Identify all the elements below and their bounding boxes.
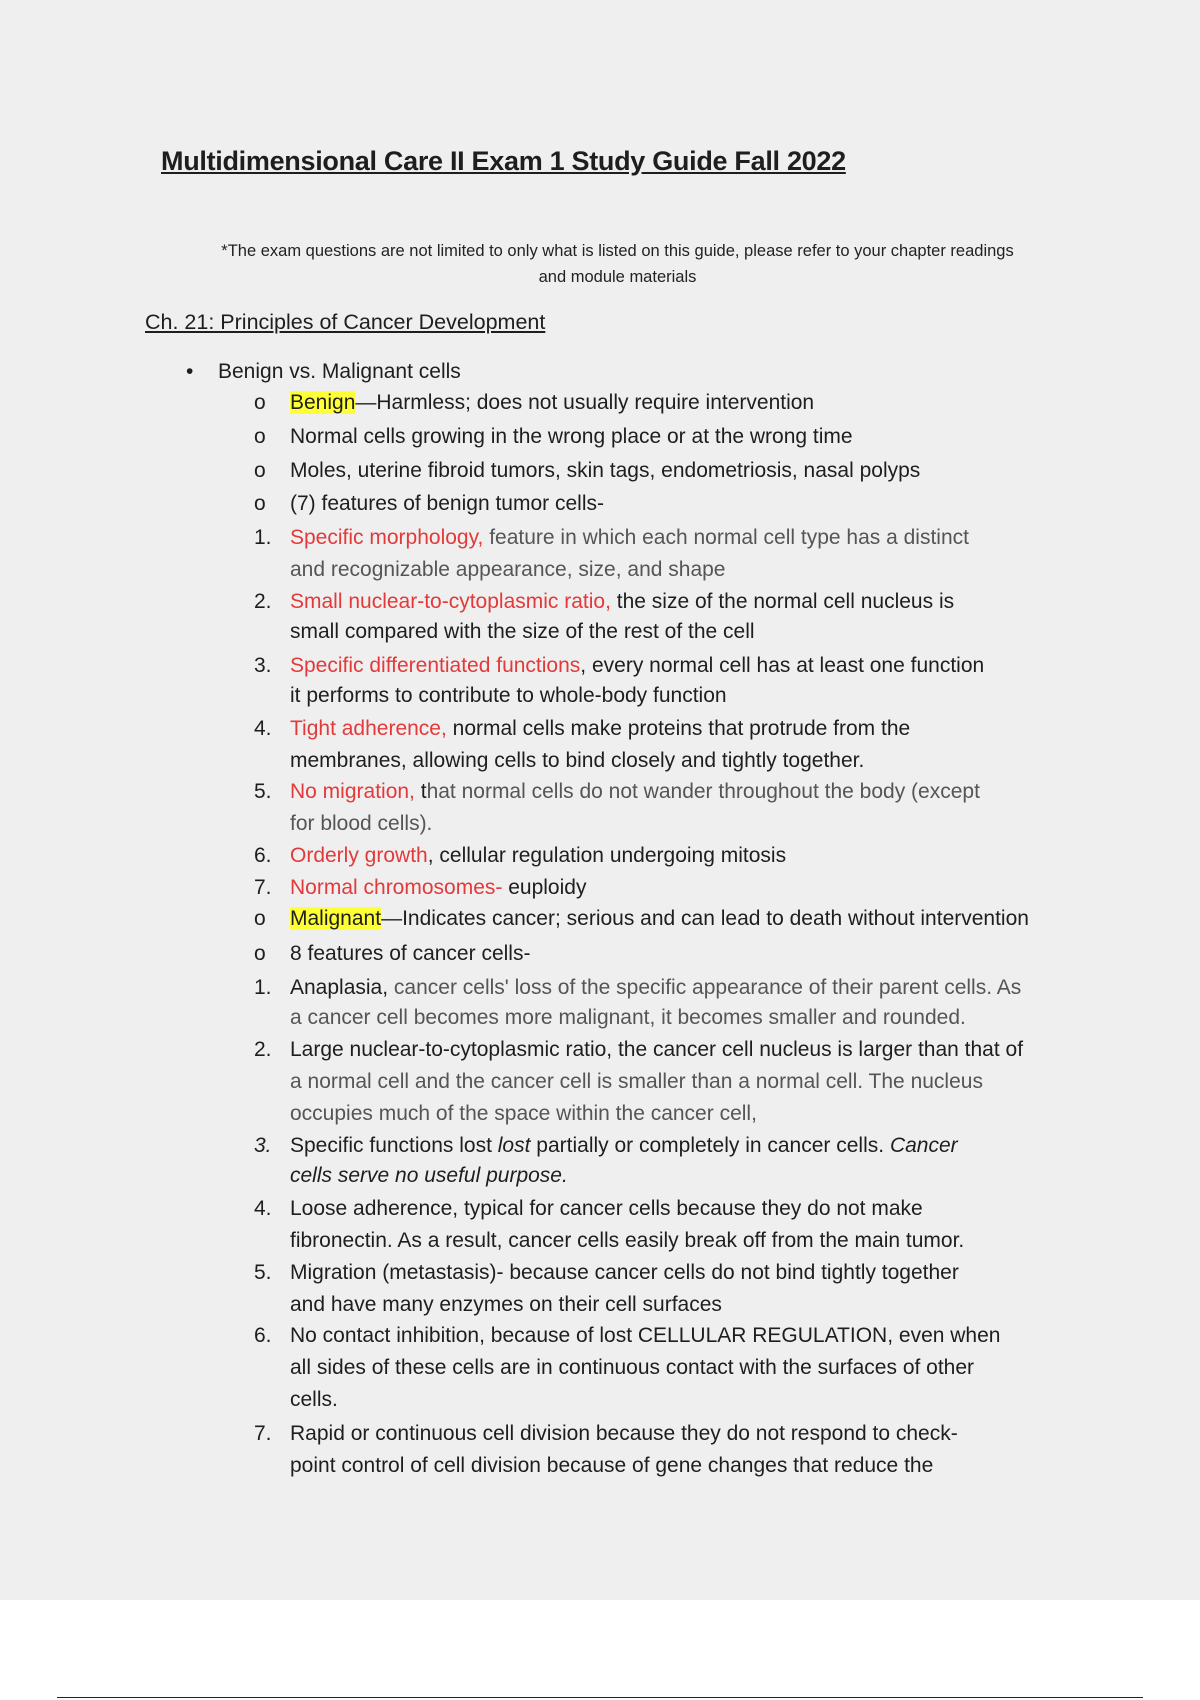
list-number: 4. (254, 1197, 272, 1220)
malignant-definition: Malignant—Indicates cancer; serious and can lead to death without intervention (290, 907, 1029, 930)
list-number: 3. (254, 1134, 272, 1157)
benign-item-7: Normal chromosomes- euploidy (290, 876, 587, 899)
list-number: 7. (254, 1422, 272, 1445)
benign-item-2-line-1: Small nuclear-to-cytoplasmic ratio, the size of the normal cell nucleus is (290, 590, 955, 613)
malignant-item-4-line-2: fibronectin. As a result, cancer cells easily break off from the main tumor. (290, 1229, 965, 1252)
list-number: 6. (254, 1324, 272, 1347)
sub-marker: o (254, 942, 266, 965)
benign-sub-1: Normal cells growing in the wrong place or at the wrong time (290, 425, 853, 448)
benign-definition: Benign—Harmless; does not usually require intervention (290, 391, 815, 414)
benign-term: Benign (290, 391, 356, 414)
malignant-item-6-line-1: No contact inhibition, because of lost CELLULAR REGULATION, even when (290, 1324, 1001, 1347)
malignant-item-7-line-1: Rapid or continuous cell division because they do not respond to check- (290, 1422, 958, 1445)
malignant-term: Malignant (290, 907, 382, 930)
malignant-item-1-line-2: a cancer cell becomes more malignant, it becomes smaller and rounded. (290, 1006, 966, 1029)
sub-marker: o (254, 459, 266, 482)
chapter-heading: Ch. 21: Principles of Cancer Development (145, 310, 546, 334)
malignant-item-4-line-1: Loose adherence, typical for cancer cells because they do not make (290, 1197, 923, 1220)
guide-note-line-2: and module materials (538, 268, 697, 286)
bullet-benign-vs-malignant: Benign vs. Malignant cells (218, 360, 461, 383)
malignant-item-3-line-2: cells serve no useful purpose. (290, 1164, 568, 1187)
benign-item-6: Orderly growth, cellular regulation undergoing mitosis (290, 844, 787, 867)
malignant-item-6-line-3: cells. (290, 1388, 338, 1411)
list-number: 7. (254, 876, 272, 899)
bullet-marker: • (186, 360, 194, 383)
malignant-item-6-line-2: all sides of these cells are in continuous contact with the surfaces of other (290, 1356, 975, 1379)
list-number: 4. (254, 717, 272, 740)
malignant-item-5-line-2: and have many enzymes on their cell surfaces (290, 1293, 722, 1316)
malignant-item-1-line-1: Anaplasia, cancer cells' loss of the specific appearance of their parent cells. As (290, 976, 1022, 999)
benign-sub-3: (7) features of benign tumor cells- (290, 492, 604, 515)
sub-marker: o (254, 425, 266, 448)
benign-item-3-line-1: Specific differentiated functions, every normal cell has at least one function (290, 654, 985, 677)
sub-marker: o (254, 907, 266, 930)
list-number: 6. (254, 844, 272, 867)
list-number: 1. (254, 976, 272, 999)
sub-marker: o (254, 492, 266, 515)
guide-note-line-1: *The exam questions are not limited to only what is listed on this guide, please refer to your chapter readings (221, 242, 1014, 260)
malignant-sub-1: 8 features of cancer cells- (290, 942, 531, 965)
list-number: 5. (254, 1261, 272, 1284)
benign-item-1-line-2: and recognizable appearance, size, and shape (290, 558, 726, 581)
malignant-item-5-line-1: Migration (metastasis)- because cancer cells do not bind tightly together (290, 1261, 959, 1284)
list-number: 3. (254, 654, 272, 677)
benign-item-5-line-1: No migration, that normal cells do not wander throughout the body (except (290, 780, 980, 803)
document-title: Multidimensional Care II Exam 1 Study Guide Fall 2022 (161, 146, 846, 176)
malignant-item-7-line-2: point control of cell division because of gene changes that reduce the (290, 1454, 934, 1477)
benign-item-4-line-2: membranes, allowing cells to bind closely and tightly together. (290, 749, 865, 772)
sub-marker: o (254, 391, 266, 414)
benign-item-3-line-2: it performs to contribute to whole-body function (290, 684, 727, 707)
malignant-item-2-line-1: Large nuclear-to-cytoplasmic ratio, the cancer cell nucleus is larger than that of (290, 1038, 1024, 1061)
list-number: 5. (254, 780, 272, 803)
benign-item-5-line-2: for blood cells). (290, 812, 433, 835)
benign-item-4-line-1: Tight adherence, normal cells make proteins that protrude from the (290, 717, 911, 740)
benign-item-1-line-1: Specific morphology, feature in which each normal cell type has a distinct (290, 526, 969, 549)
benign-sub-2: Moles, uterine fibroid tumors, skin tags, endometriosis, nasal polyps (290, 459, 921, 482)
benign-item-2-line-2: small compared with the size of the rest of the cell (290, 620, 755, 643)
page-divider (57, 1697, 1143, 1698)
malignant-item-2-line-3: occupies much of the space within the cancer cell, (290, 1102, 757, 1125)
list-number: 1. (254, 526, 272, 549)
malignant-item-3-line-1: Specific functions lost lost partially or completely in cancer cells. Cancer (290, 1134, 958, 1157)
malignant-item-2-line-2: a normal cell and the cancer cell is smaller than a normal cell. The nucleus (290, 1070, 983, 1093)
list-number: 2. (254, 1038, 272, 1061)
list-number: 2. (254, 590, 272, 613)
